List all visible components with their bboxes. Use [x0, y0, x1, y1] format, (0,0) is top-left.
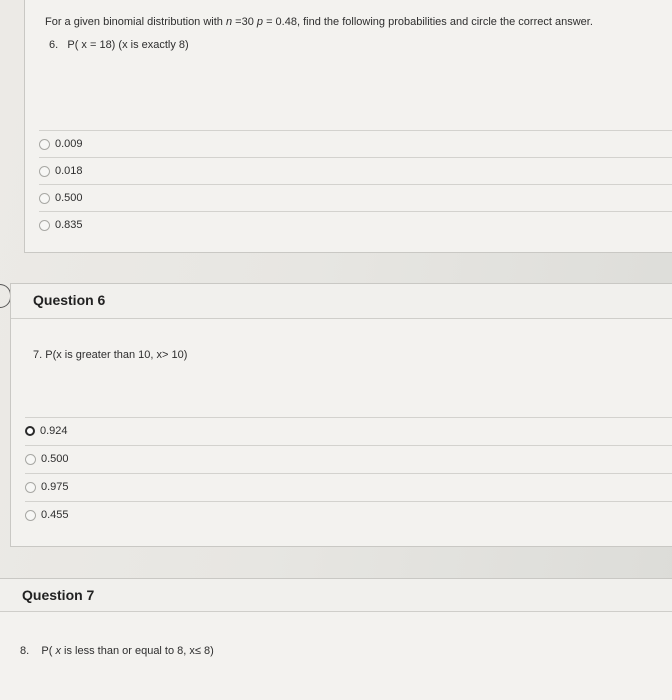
answer-option[interactable]: 0.500 — [39, 184, 672, 211]
item-text: P( x = 18) (x is exactly 8) — [67, 39, 189, 51]
question-title: Question 7 — [22, 587, 95, 603]
radio-button[interactable] — [25, 454, 36, 465]
question-6-prompt: 7. P(x is greater than 10, x> 10) — [33, 349, 188, 361]
question-6-header — [11, 284, 672, 319]
radio-button-selected[interactable] — [25, 426, 35, 436]
radio-button[interactable] — [25, 482, 36, 493]
radio-button[interactable] — [39, 139, 50, 150]
answer-option[interactable]: 0.835 — [39, 211, 672, 238]
answer-option[interactable]: 0.924 — [25, 417, 672, 444]
answer-option[interactable]: 0.975 — [25, 473, 672, 500]
item-number: 6. — [49, 39, 59, 51]
question-title: Question 6 — [33, 292, 106, 308]
question-5-intro: For a given binomial distribution with n =30 p = 0.48, find the following probabilities and circle the correct answer. — [45, 16, 593, 28]
item-number: 8. — [20, 645, 30, 657]
question-7-panel — [0, 578, 672, 700]
answer-option[interactable]: 0.009 — [39, 130, 672, 157]
question-5-panel — [24, 0, 672, 253]
answer-option[interactable]: 0.455 — [25, 501, 672, 528]
question-6-panel — [10, 283, 672, 547]
radio-button[interactable] — [25, 510, 36, 521]
radio-button[interactable] — [39, 166, 50, 177]
radio-button[interactable] — [39, 220, 50, 231]
radio-button[interactable] — [39, 193, 50, 204]
question-7-prompt: 8. P( x is less than or equal to 8, x≤ 8) — [20, 645, 214, 657]
answer-option[interactable]: 0.500 — [25, 445, 672, 472]
question-5-item — [49, 39, 189, 51]
answer-option[interactable]: 0.018 — [39, 157, 672, 184]
question-7-header — [0, 579, 672, 612]
